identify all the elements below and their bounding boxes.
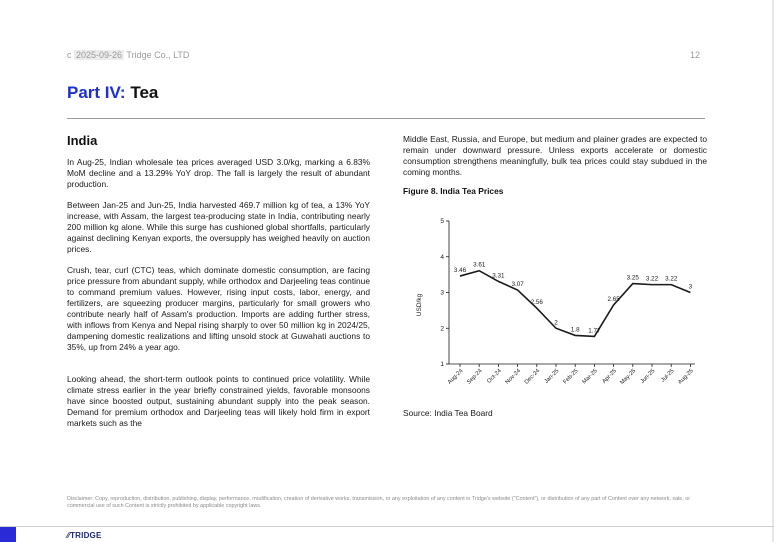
- data-label: 2.65: [607, 296, 620, 304]
- paragraph-ctc: Crush, tear, curl (CTC) teas, which dominate domestic consumption, are facing price pressure from abundant supply, while orthodox and Darjeeling teas continue to command premium values. However, rising input costs, labor, energy, and fertilizers, are squeezing producer margins, particularly for small growers who contribute nearly half of Assam's production. Imports are adding further stress, with inflows from Kenya and Nepal rising sharply to over 50 million kg in 2024/25, dampening domestic realizations and lifting unsold stock at Guwahati auctions to 35%, up from 24% a year ago.: [67, 265, 370, 352]
- page-number: 12: [690, 50, 701, 60]
- data-label: 3.22: [665, 275, 678, 283]
- x-tick-label: Jul-25: [660, 368, 676, 384]
- page-title-subject: Tea: [130, 83, 159, 102]
- data-label: 1.8: [570, 326, 580, 334]
- data-label: 2.56: [530, 299, 543, 307]
- figure-title: Figure 8. India Tea Prices: [403, 186, 504, 196]
- x-axis: [447, 364, 695, 386]
- data-label: 3.31: [492, 272, 505, 280]
- x-tick-label: Feb-25: [562, 368, 580, 386]
- data-label: 3: [688, 283, 693, 291]
- footer-brand-bar: [0, 527, 16, 542]
- figure-source: Source: India Tea Board: [403, 408, 493, 418]
- data-label: 3.46: [453, 267, 467, 275]
- footer-divider: [0, 526, 774, 527]
- x-tick-label: May-25: [619, 368, 638, 387]
- x-tick-label: Aug-25: [677, 368, 695, 386]
- y-axis-label: USD/kg: [416, 293, 423, 317]
- x-tick-label: Mar-25: [581, 368, 599, 386]
- data-label: 3.07: [511, 280, 524, 288]
- section-heading: India: [67, 133, 98, 148]
- data-label: 3.22: [645, 275, 659, 283]
- header-date: 2025-09-26: [76, 50, 123, 60]
- x-tick-label: Oct-24: [486, 368, 503, 385]
- x-tick-label: Sep-24: [466, 368, 484, 386]
- tridge-logo[interactable]: [67, 531, 102, 540]
- tea-price-chart: [403, 205, 703, 405]
- tridge-logo-text: TRIDGE: [70, 531, 102, 540]
- data-label: 1.77: [588, 327, 601, 335]
- x-tick-label: Jan-25: [543, 368, 561, 385]
- y-tick-label: 4: [440, 253, 444, 261]
- header-copyright: [67, 50, 189, 60]
- paragraph-prices: In Aug-25, Indian wholesale tea prices averaged USD 3.0/kg, marking a 6.83% MoM decline and a 13.29% YoY drop. The fall is largely the result of abundant production.: [67, 157, 370, 189]
- disclaimer: Disclaimer: Copy, reproduction, distribution, publishing, display, performance, modification, creation of derivative works, transmission, or any exploitation of any content in Tridge's website ("Content"), or distribution of any part of Content over any network, sale, or commercial use of such Content is strictly prohibited by applicable copyright laws.: [67, 496, 691, 509]
- tridge-logo-mark: ⁄⁄: [67, 531, 71, 540]
- page-title: [67, 83, 158, 103]
- x-tick-label: Apr-25: [601, 368, 619, 385]
- title-divider: [67, 118, 705, 119]
- x-tick-label: Aug-24: [446, 368, 465, 386]
- data-label: 2: [554, 319, 558, 327]
- x-tick-label: Jun-25: [639, 368, 657, 385]
- paragraph-harvest: Between Jan-25 and Jun-25, India harvested 469.7 million kg of tea, a 13% YoY increase, with Assam, the largest tea-producing state in India, contributing nearly 200 million kg alone. While this surge has cushioned global shortfalls, particularly against declining Kenyan exports, the oversupply has weighed heavily on auction prices.: [67, 200, 370, 254]
- header-company: Tridge Co., LTD: [126, 50, 190, 60]
- y-tick-label: 5: [440, 218, 444, 226]
- data-label: 3.25: [626, 274, 639, 282]
- y-tick-label: 3: [440, 289, 444, 297]
- paragraph-outlook: Looking ahead, the short-term outlook points to continued price volatility. While climate stress earlier in the year briefly constrained yields, favorable monsoons have since boosted output, sustaining abundant supply into the peak season. Demand for premium orthodox and Darjeeling teas will likely hold firm in export markets such as the: [67, 374, 370, 428]
- y-axis: [440, 218, 449, 368]
- y-tick-label: 2: [440, 325, 444, 333]
- y-tick-label: 1: [440, 361, 444, 369]
- x-tick-label: Nov-24: [504, 368, 523, 386]
- copyright-prefix: c: [67, 50, 72, 60]
- page-title-part: Part IV:: [67, 83, 126, 102]
- x-tick-label: Dec-24: [523, 368, 542, 386]
- value-labels: [454, 262, 693, 335]
- data-label: 3.61: [473, 261, 486, 269]
- paragraph-outlook-continued: Middle East, Russia, and Europe, but medium and plainer grades are expected to remain under downward pressure. Unless exports accelerate or domestic consumption strengthens meaningfully, bulk tea prices could stay subdued in the coming months.: [403, 134, 707, 177]
